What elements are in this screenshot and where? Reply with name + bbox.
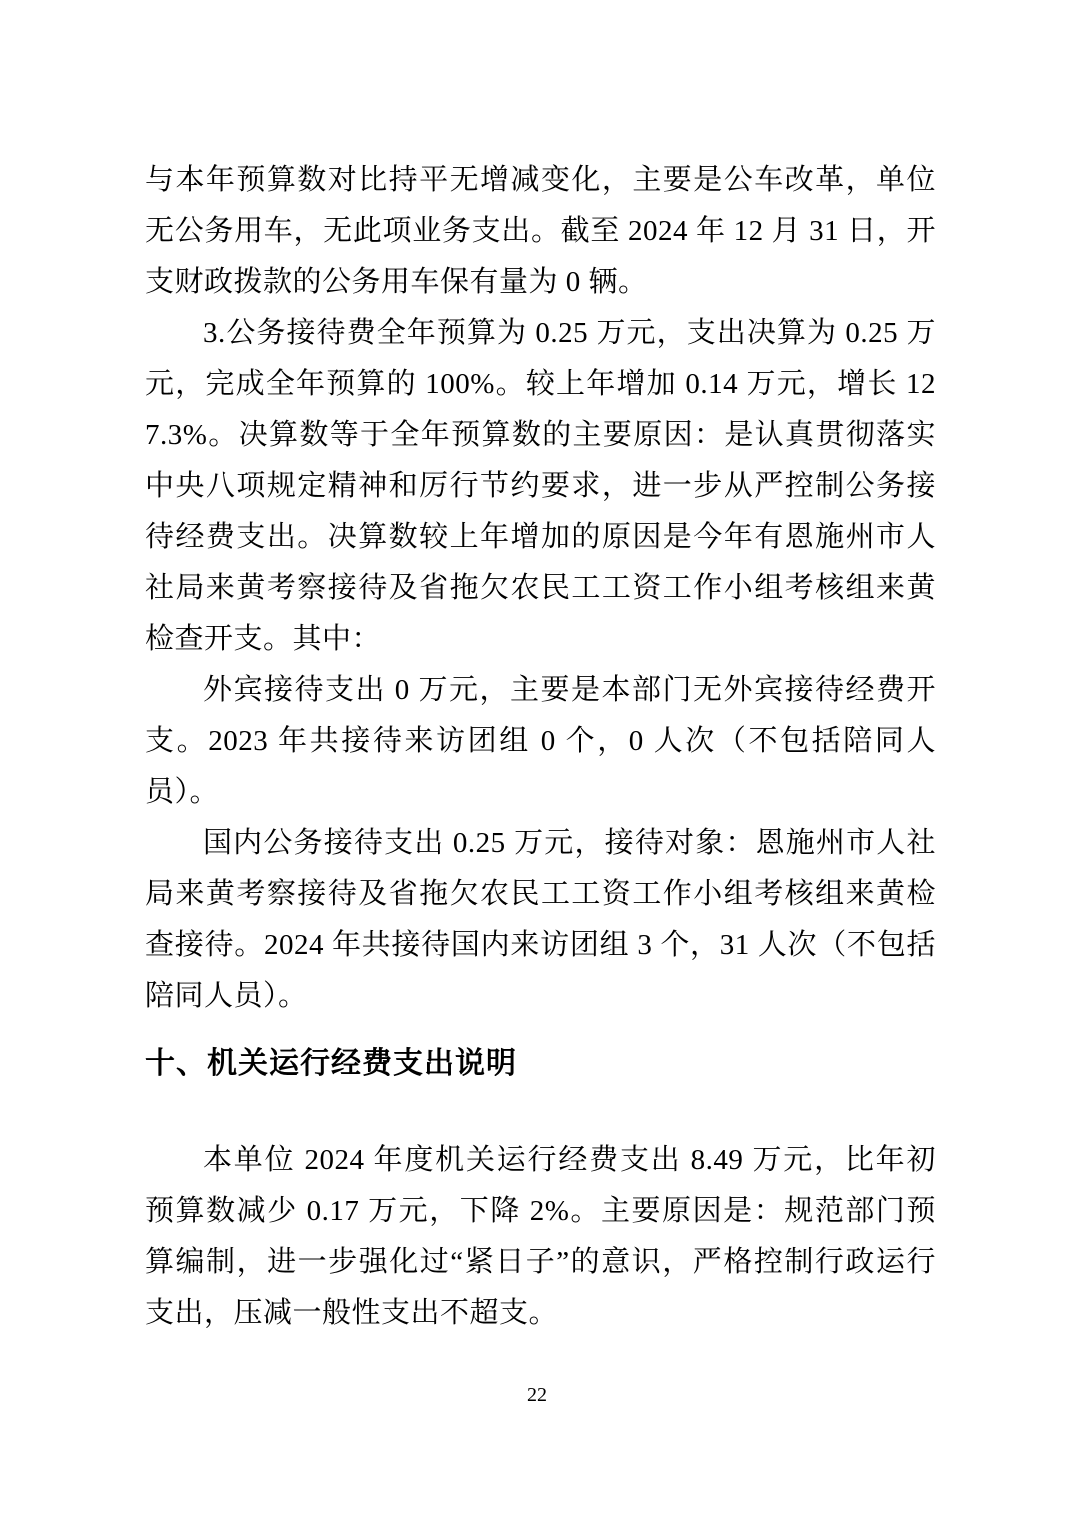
paragraph-operating-expense-detail: 本单位 2024 年度机关运行经费支出 8.49 万元，比年初预算数减少 0.17 万元，下降 2%。主要原因是：规范部门预算编制，进一步强化过“紧日子”的意识，严格控制行政运行支出，压减一般性支出不超支。 (145, 1144, 936, 1329)
paragraph-foreign-guest-reception: 外宾接待支出 0 万元，主要是本部门无外宾接待经费开支。2023 年共接待来访团组 0 个，0 人次（不包括陪同人员）。 (145, 674, 936, 808)
page-number: 22 (527, 1384, 547, 1406)
paragraph-vehicle-continuation: 与本年预算数对比持平无增减变化，主要是公车改革，单位无公务用车，无此项业务支出。截至 2024 年 12 月 31 日，开支财政拨款的公务用车保有量为 0 辆。 (145, 164, 936, 298)
document-body (145, 155, 936, 1339)
paragraph-official-reception-expense: 3.公务接待费全年预算为 0.25 万元，支出决算为 0.25 万元，完成全年预算的 100%。较上年增加 0.14 万元，增长 127.3%。决算数等于全年预算数的主要原因：是认真贯彻落实中央八项规定精神和厉行节约要求，进一步从严控制公务接待经费支出。决算数较上年增加的原因是今年有恩施州市人社局来黄考察接待及省拖欠农民工工资工作小组考核组来黄检查开支。其中： (145, 317, 936, 655)
paragraph-domestic-reception: 国内公务接待支出 0.25 万元，接待对象：恩施州市人社局来黄考察接待及省拖欠农民工工资工作小组考核组来黄检查接待。2024 年共接待国内来访团组 3 个，31 人次（不包括陪同人员）。 (145, 827, 936, 1012)
section-heading-operating-expenses: 十、机关运行经费支出说明 (145, 1047, 517, 1080)
